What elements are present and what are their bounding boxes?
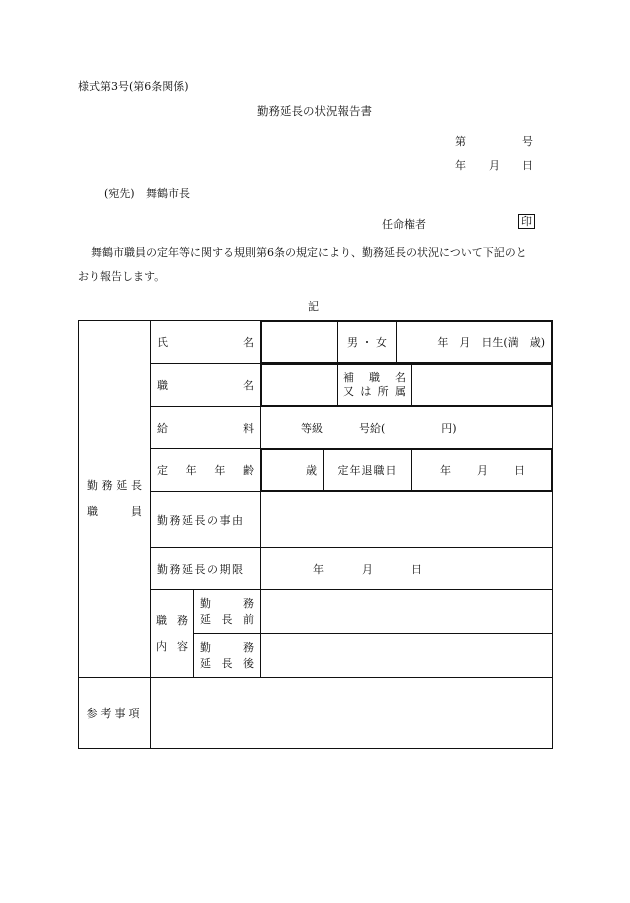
employee-group-label	[79, 321, 151, 678]
reason-field[interactable]	[261, 492, 553, 548]
before-extension-label: 勤 務 延 長 前	[194, 590, 261, 634]
ki-heading: 記	[308, 300, 319, 313]
age-label-cell: 定 年 年 齢	[151, 449, 261, 492]
period-label-cell: 勤務延長の期限	[151, 548, 261, 590]
period-field[interactable]: 年 月 日	[261, 548, 553, 590]
form-number: 様式第3号(第6条関係)	[78, 80, 189, 93]
retire-date-field[interactable]: 年 月 日	[412, 450, 552, 491]
name-row-values	[261, 321, 553, 364]
date-day: 日	[522, 159, 533, 172]
addressee: 舞鶴市長	[146, 187, 190, 200]
report-table	[78, 320, 553, 749]
position-row-values	[261, 364, 553, 407]
doc-number-prefix: 第	[455, 135, 466, 148]
paragraph-line-2: おり報告します。	[78, 270, 166, 283]
salary-label-cell: 給 料	[151, 407, 261, 449]
assist-position-field[interactable]	[412, 365, 552, 406]
authority-label: 任命権者	[382, 218, 426, 231]
after-extension-label: 勤 務 延 長 後	[194, 634, 261, 678]
remarks-label-cell: 参考事項	[79, 678, 151, 749]
group-label-line-1: 勤 務 延 長	[87, 479, 142, 492]
paragraph-line-1: 舞鶴市職員の定年等に関する規則第6条の規定により、勤務延長の状況について下記のと	[91, 246, 527, 259]
retire-date-label: 定年退職日	[324, 450, 412, 491]
gender-field[interactable]: 男 ・ 女	[338, 322, 397, 363]
birth-field[interactable]: 年 月 日生(満 歳)	[397, 322, 552, 363]
position-field[interactable]	[262, 365, 338, 406]
addressee-label: (宛先)	[104, 187, 135, 200]
name-field[interactable]	[262, 322, 338, 363]
reason-label-cell: 勤務延長の事由	[151, 492, 261, 548]
document-title: 勤務延長の状況報告書	[257, 104, 372, 118]
age-field[interactable]: 歳	[262, 450, 324, 491]
group-label-line-2: 職 員	[87, 505, 142, 518]
after-extension-field[interactable]	[261, 634, 553, 678]
age-row-values	[261, 449, 553, 492]
salary-field[interactable]: 等級 号給( 円)	[261, 407, 553, 449]
date-year: 年	[455, 159, 466, 172]
date-month: 月	[489, 159, 500, 172]
before-extension-field[interactable]	[261, 590, 553, 634]
duty-content-label: 職 務 内 容	[151, 590, 194, 678]
seal-text: 印	[518, 214, 535, 229]
assist-position-label: 補 職 名 又 は 所 属	[338, 365, 412, 406]
position-label-cell: 職 名	[151, 364, 261, 407]
name-label-cell: 氏 名	[151, 321, 261, 364]
remarks-field[interactable]	[151, 678, 553, 749]
doc-number-suffix: 号	[522, 135, 533, 148]
seal-mark	[518, 214, 535, 229]
